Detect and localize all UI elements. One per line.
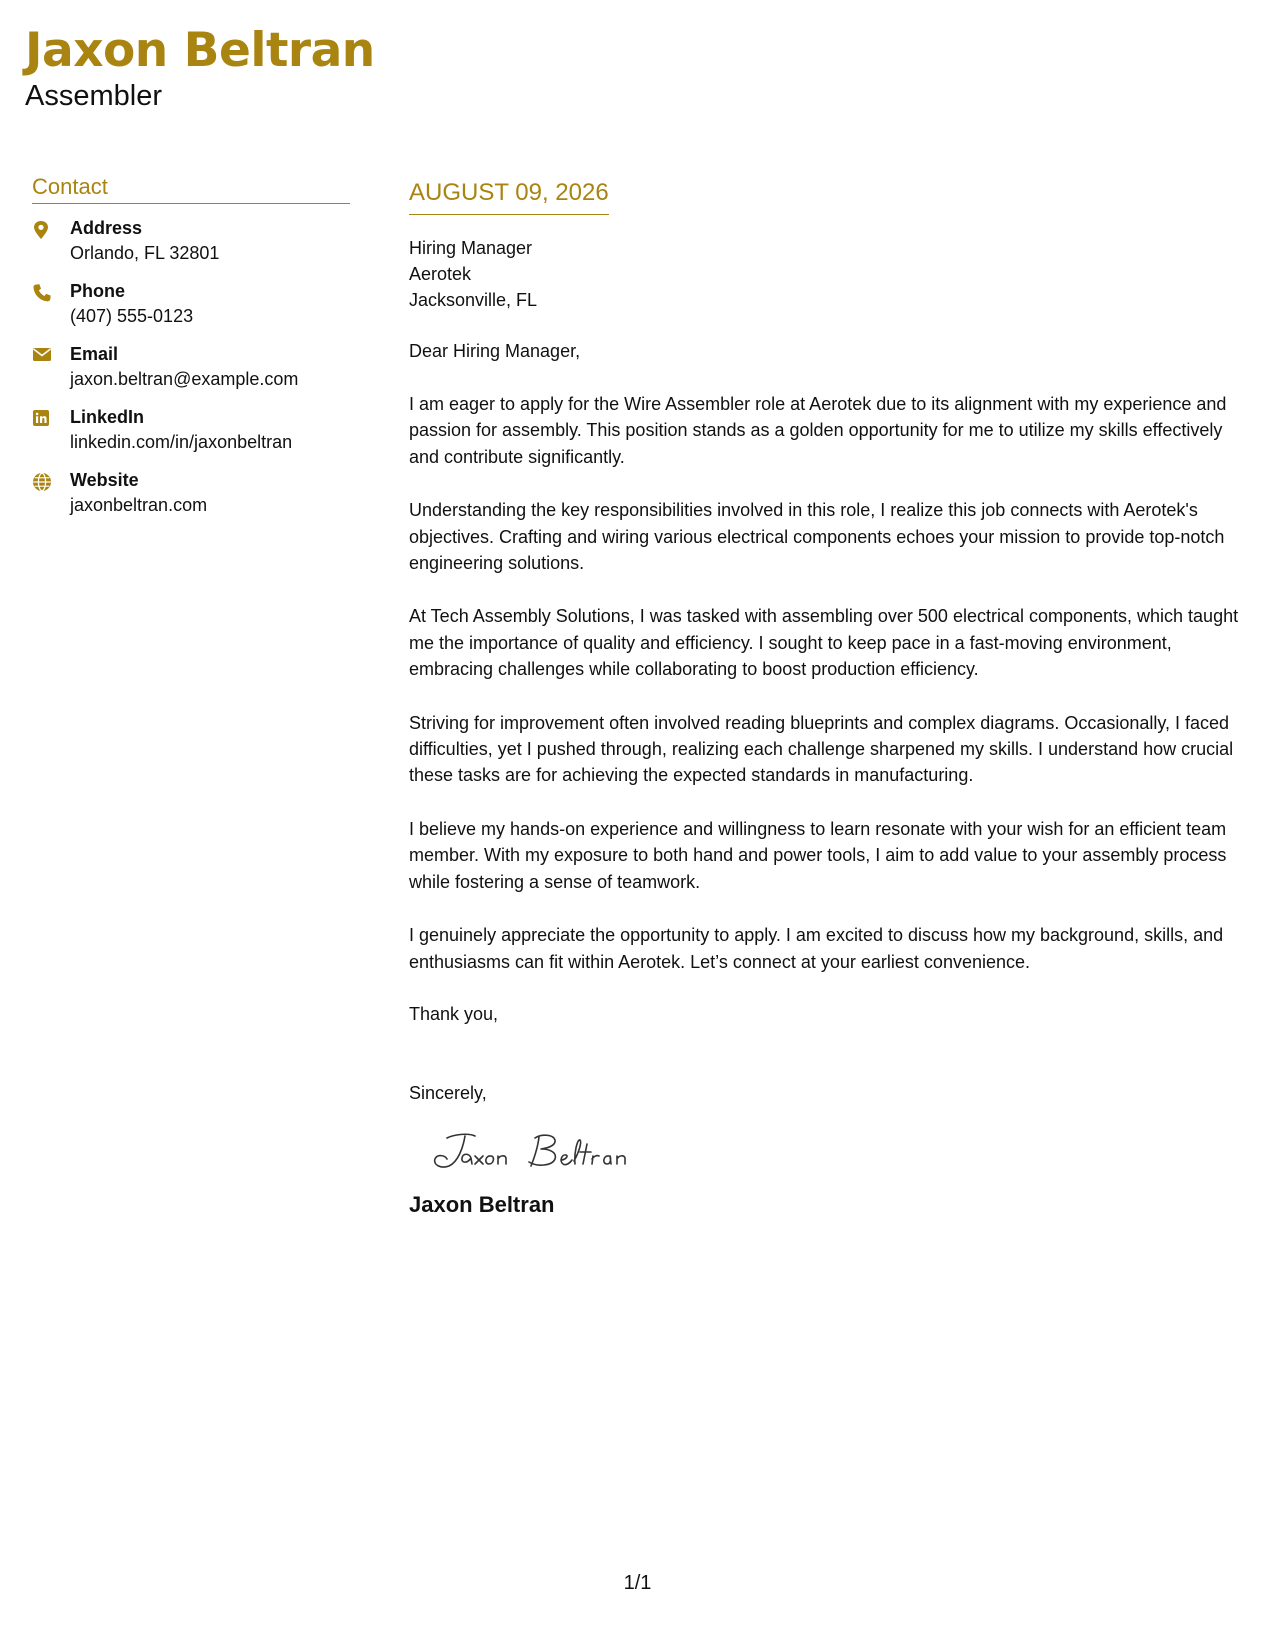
email-icon (32, 342, 70, 362)
recipient-block (409, 235, 1239, 313)
contact-label: Website (70, 470, 139, 490)
paragraph: At Tech Assembly Solutions, I was tasked with assembling over 500 electrical components, which taught me the importance of quality and efficiency. I sought to keep pace in a fast-moving environment, embracing challenges while collaborating to boost production efficiency. (409, 606, 1239, 680)
date-block (409, 178, 609, 215)
applicant-name: Jaxon Beltran (25, 23, 375, 78)
recipient-company: Aerotek (409, 264, 472, 284)
letter-date: AUGUST 09, 2026 (409, 179, 609, 206)
globe-icon (32, 468, 70, 492)
phone-value: (407) 555-0123 (70, 306, 194, 326)
signer-name: Jaxon Beltran (409, 1191, 555, 1217)
contact-item-address (32, 216, 350, 279)
closing-thanks: Thank you, (409, 1003, 499, 1024)
contact-label: Address (70, 218, 143, 238)
contact-item-website (32, 468, 350, 531)
job-title: Assembler (25, 80, 162, 112)
page-number: 1/1 (623, 1572, 652, 1594)
contact-label: LinkedIn (70, 407, 145, 427)
paragraph: Understanding the key responsibilities involved in this role, I realize this job connects with Aerotek's objectives. Crafting and wiring various electrical components echoes your mission to provide top-notch engineering solutions. (409, 500, 1225, 574)
contact-label: Phone (70, 281, 126, 301)
header (25, 22, 375, 113)
paragraph: I believe my hands-on experience and willingness to learn resonate with your wish for an efficient team member. With my exposure to both hand and power tools, I aim to add value to your assembly process while fostering a sense of teamwork. (409, 818, 1227, 892)
address-value: Orlando, FL 32801 (70, 243, 220, 263)
contact-item-phone (32, 279, 350, 342)
handwritten-signature (425, 1128, 665, 1178)
contact-section (32, 174, 350, 531)
email-value: jaxon.beltran@example.com (70, 369, 299, 389)
recipient-location: Jacksonville, FL (409, 290, 538, 310)
greeting: Dear Hiring Manager, (409, 341, 581, 361)
letter-body (409, 178, 1239, 1218)
location-pin-icon (32, 216, 70, 240)
contact-item-email (32, 342, 350, 405)
contact-label: Email (70, 344, 119, 364)
paragraph: Striving for improvement often involved reading blueprints and complex diagrams. Occasionally, I faced difficulties, yet I pushed through, realizing each challenge sharpened my skills. I understand how crucial these tasks are for achieving the expected standards in manufacturing. (409, 712, 1234, 786)
website-value: jaxonbeltran.com (70, 495, 208, 515)
phone-icon (32, 279, 70, 303)
contact-heading: Contact (32, 174, 350, 204)
recipient-title: Hiring Manager (409, 238, 533, 258)
closing-sign-off: Sincerely, (409, 1082, 487, 1103)
linkedin-value: linkedin.com/in/jaxonbeltran (70, 432, 293, 452)
linkedin-icon (32, 405, 70, 427)
paragraph: I genuinely appreciate the opportunity to apply. I am excited to discuss how my background, skills, and enthusiasms can fit within Aerotek. Let’s connect at your earliest convenience. (409, 925, 1224, 972)
paragraph: I am eager to apply for the Wire Assembler role at Aerotek due to its alignment with my experience and passion for assembly. This position stands as a golden opportunity for me to utilize my skills effectively and contribute significantly. (409, 394, 1227, 467)
contact-item-linkedin (32, 405, 350, 468)
